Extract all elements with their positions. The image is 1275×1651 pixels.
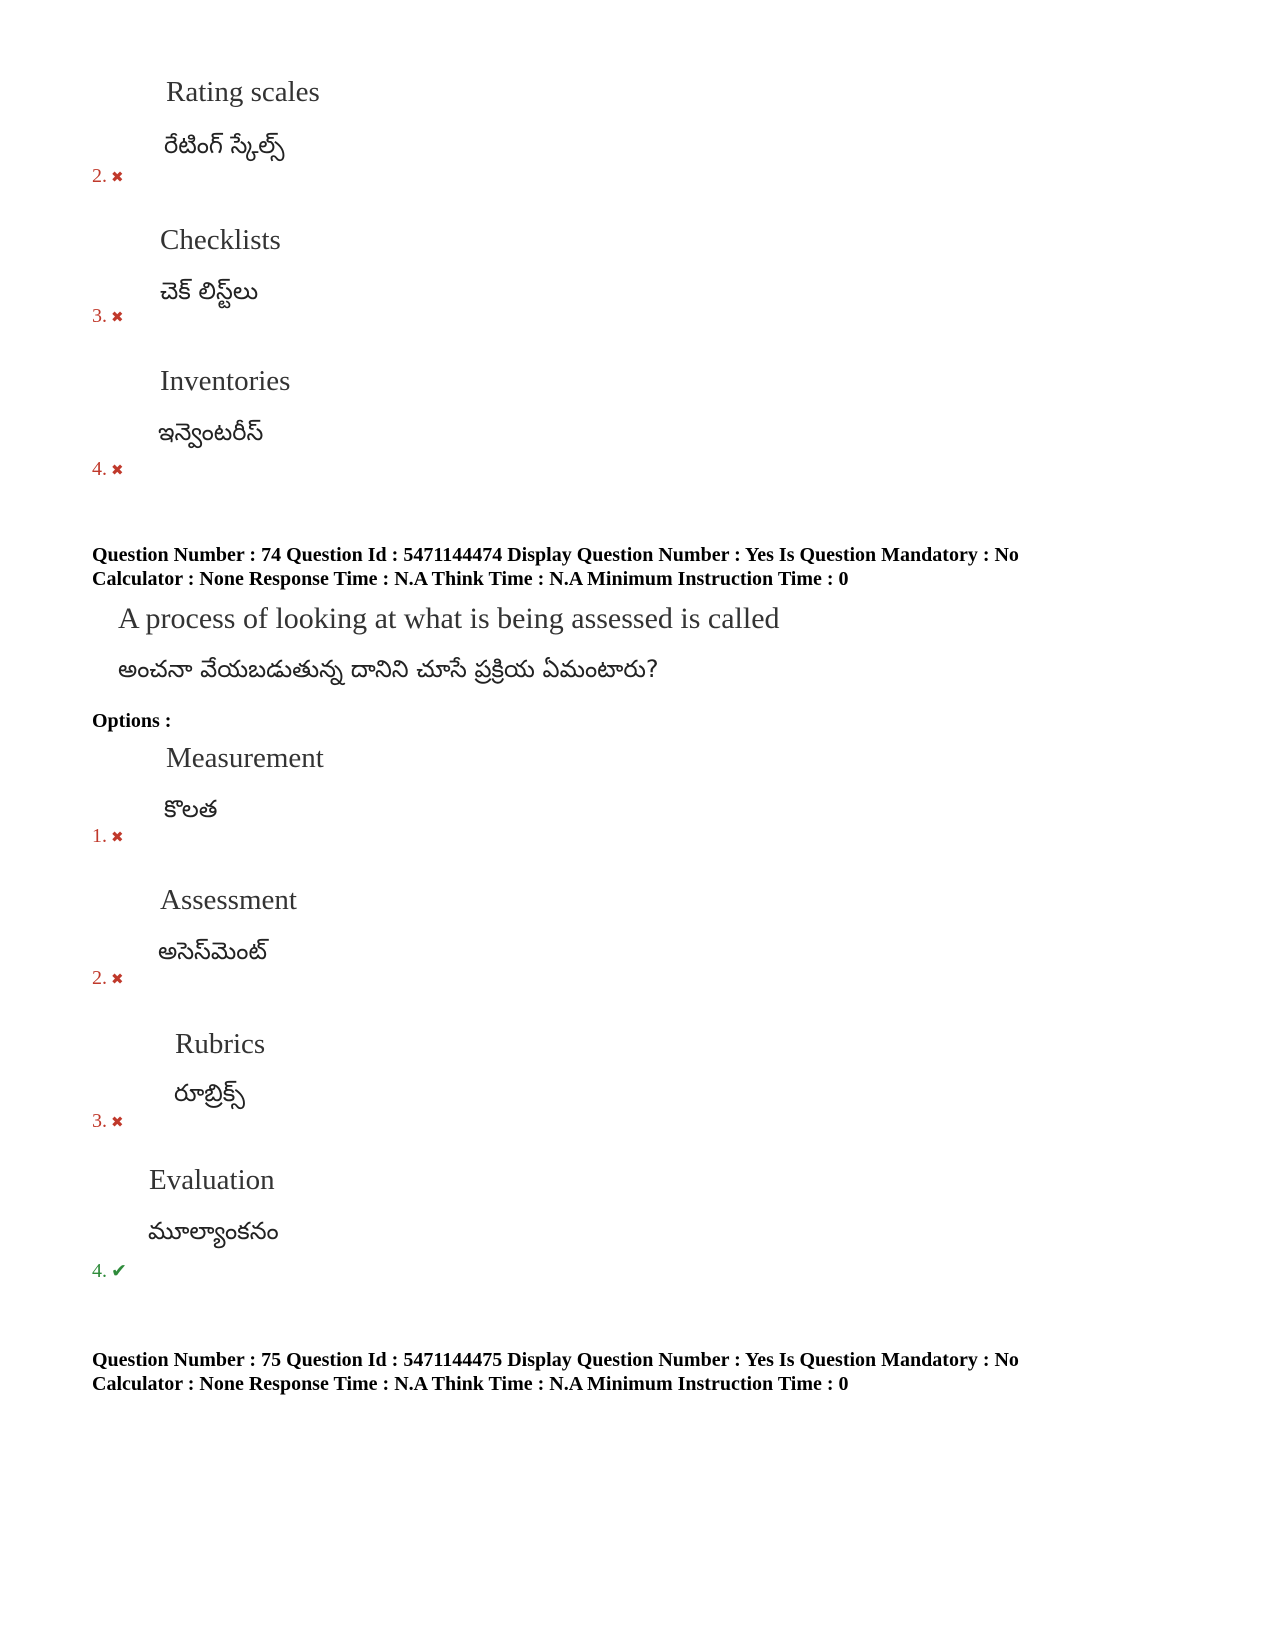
option-number-4 bbox=[92, 1260, 127, 1283]
cross-icon: ✖ bbox=[111, 828, 124, 846]
question-meta-line: Calculator : None Response Time : N.A Think Time : N.A Minimum Instruction Time : 0 bbox=[92, 1373, 849, 1395]
option-number-label: 2. bbox=[92, 165, 107, 187]
option-number-label: 2. bbox=[92, 967, 107, 989]
question-text-en: A process of looking at what is being assessed is called bbox=[118, 602, 780, 635]
option-number-1 bbox=[92, 825, 124, 848]
option-text-en: Rating scales bbox=[166, 76, 320, 108]
option-number-label: 3. bbox=[92, 1110, 107, 1132]
option-text-te: అసెస్‌మెంట్ bbox=[158, 937, 267, 965]
cross-icon: ✖ bbox=[111, 461, 124, 479]
option-text-te: ఇన్వెంటరీస్ bbox=[158, 418, 264, 446]
question-meta-line: Calculator : None Response Time : N.A Think Time : N.A Minimum Instruction Time : 0 bbox=[92, 568, 849, 590]
option-number-label: 3. bbox=[92, 305, 107, 327]
option-text-te: కొలత bbox=[164, 795, 218, 823]
option-number-label: 1. bbox=[92, 825, 107, 847]
option-text-en: Assessment bbox=[160, 884, 297, 916]
option-text-en: Measurement bbox=[166, 742, 324, 774]
cross-icon: ✖ bbox=[111, 1113, 124, 1131]
option-text-en: Inventories bbox=[160, 365, 291, 397]
option-number-label: 4. bbox=[92, 458, 107, 480]
option-text-en: Checklists bbox=[160, 224, 281, 256]
question-text-te: అంచనా వేయబడుతున్న దానిని చూసే ప్రక్రియ ఏమంటారు? bbox=[118, 655, 659, 683]
option-text-en: Rubrics bbox=[175, 1028, 266, 1060]
option-text-te: రేటింగ్ స్కేల్స్ bbox=[164, 131, 285, 159]
question-meta bbox=[92, 1348, 1019, 1396]
cross-icon: ✖ bbox=[111, 308, 124, 326]
option-number-3 bbox=[92, 305, 124, 328]
option-text-en: Evaluation bbox=[149, 1164, 275, 1196]
check-icon: ✔ bbox=[111, 1260, 127, 1282]
question-meta bbox=[92, 543, 1019, 591]
option-number-2 bbox=[92, 165, 124, 188]
cross-icon: ✖ bbox=[111, 168, 124, 186]
option-text-te: చెక్ లిస్ట్‌లు bbox=[160, 277, 259, 305]
option-number-2 bbox=[92, 967, 124, 990]
option-number-label: 4. bbox=[92, 1260, 107, 1282]
cross-icon: ✖ bbox=[111, 970, 124, 988]
option-text-te: మూల్యాంకనం bbox=[148, 1217, 279, 1245]
option-number-4 bbox=[92, 458, 124, 481]
options-label: Options : bbox=[92, 710, 172, 732]
option-text-te: రూబ్రిక్స్ bbox=[174, 1079, 246, 1107]
option-number-3 bbox=[92, 1110, 124, 1133]
question-meta-line: Question Number : 75 Question Id : 5471144475 Display Question Number : Yes Is Question Mandatory : No bbox=[92, 1349, 1019, 1371]
question-meta-line: Question Number : 74 Question Id : 5471144474 Display Question Number : Yes Is Question Mandatory : No bbox=[92, 544, 1019, 566]
